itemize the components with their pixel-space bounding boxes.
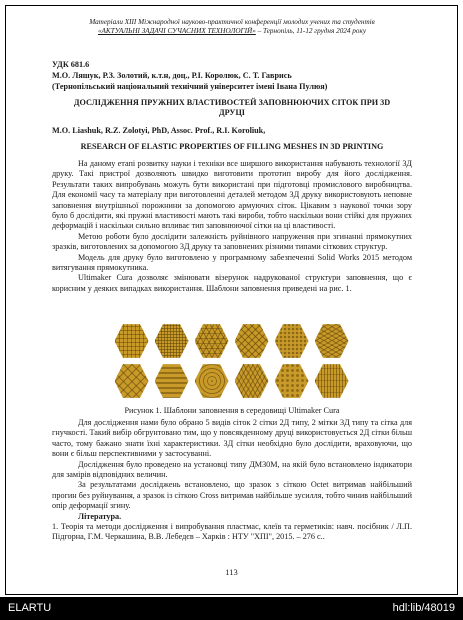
title-ua: ДОСЛІДЖЕННЯ ПРУЖНИХ ВЛАСТИВОСТЕЙ ЗАПОВНЮЮЧИХ СІТОК ПРИ 3D ДРУЦІ <box>73 98 391 118</box>
infill-patterns-row-1 <box>0 323 463 359</box>
paragraph-2: Метою роботи було дослідити залежність руйнівного напруження при згинанні прямокутних зразків, виготовлених за допомогою 3Д друку та заповнених різними типами сіткових структур. <box>52 231 412 252</box>
infill-pattern-image <box>275 363 309 399</box>
infill-pattern-image <box>275 323 309 359</box>
infill-patterns-row-2 <box>0 363 463 399</box>
infill-pattern-image <box>235 323 269 359</box>
figure-caption: Рисунок 1. Шаблони заповнення в середовищі Ultimaker Cura <box>124 406 340 415</box>
paragraph-3: Модель для друку було виготовлено у програмному забезпеченні Solid Works 2015 методом витягування прямокутника. <box>52 252 412 273</box>
infill-pattern-image <box>315 363 349 399</box>
paragraph-1: На даному етапі розвитку науки і техніки все ширшого використання набувають технології 3Д друку. Такі пристрої дозволяють швидко виготовити прототип виробу для його дослідження. Результати таких випробувань можуть бути використані при підготовці промислового виробництва. Для економії часу та матеріалу при виготовленні деталей методом 3Д друку використовують неповне заповнення внутрішньої порожнини за допомогою армуючих сіток. Цікавим з наукової точки зору було б дослідити, які пружні властивості мають такі вироби, тобто наскільки вони стійкі для пружних деформацій і наскільки сильно впливає тип заповнюючої сітки на ці властивості. <box>52 159 412 231</box>
infill-pattern-image <box>195 323 229 359</box>
infill-pattern-image <box>155 363 189 399</box>
university: (Тернопільський національний технічний університет імені Івана Пулюя) <box>52 82 328 91</box>
infill-pattern-image <box>115 323 149 359</box>
page-number: 113 <box>225 567 238 577</box>
conference-title: «АКТУАЛЬНІ ЗАДАЧІ СУЧАСНИХ ТЕХНОЛОГІЙ» <box>97 27 256 35</box>
paragraph-7: За результатами досліджень встановлено, що зразок з сіткою Octet витримав найбільший прогин без руйнування, а зразок із сіткою Cross витримав найбільше зусилля, тобто чинив найбільший опір деформації згину. <box>52 480 412 511</box>
paragraph-6: Дослідження було проведено на установці типу ДМ30М, на якій було встановлено індикатори для замірів відповідних величин. <box>52 459 412 480</box>
udk-code: УДК 681.6 <box>52 60 90 69</box>
authors-en: M.O. Liashuk, R.Z. Zolotyi, PhD, Assoc. Prof., R.I. Koroliuk, <box>52 126 266 135</box>
conference-header-line-2 <box>52 27 412 36</box>
authors-ua: М.О. Ляшук, Р.З. Золотий, к.т.н, доц., Р.І. Королюк, С. Т. Гаврись <box>52 71 292 80</box>
infill-pattern-image <box>155 323 189 359</box>
reference-1: 1. Теорія та методи дослідження і випробування пластмас, клеїв та герметиків: навч. посібник / Л.П. Підгорна, Г.М. Черкашина, В.В. Лебедєв – Харків : НТУ "ХПІ", 2015. – 276 с.. <box>52 522 412 542</box>
handle-id: hdl:lib/48019 <box>392 602 455 614</box>
footer-bar <box>0 597 463 620</box>
title-en: RESEARCH OF ELASTIC PROPERTIES OF FILLING MESHES IN 3D PRINTING <box>80 142 384 151</box>
body-text-top <box>52 159 412 294</box>
conference-place-date: – Тернопіль, 11-12 грудня 2024 року <box>255 27 367 35</box>
conference-header-line-1: Матеріали XIII Міжнародної науково-практичної конференції молодих учених та студентів <box>89 18 375 26</box>
infill-pattern-image <box>235 363 269 399</box>
infill-pattern-image <box>115 363 149 399</box>
infill-pattern-image <box>315 323 349 359</box>
infill-pattern-image <box>195 363 229 399</box>
body-text-bottom <box>52 418 412 543</box>
literature-heading: Література. <box>78 511 122 521</box>
repository-name: ELARTU <box>8 602 52 614</box>
paragraph-4: Ultimaker Cura дозволяє змінювати візерунок надрукованої структури заповнення, що є корисним у деяких випадках використання. Шаблони заповнення приведені на рис. 1. <box>52 273 412 293</box>
paragraph-5: Для дослідження нами було обрано 5 видів сіток 2 сітки 2Д типу, 2 мітки 3Д типу та сітка для гнучкості. Такий вибір обгрунтовано тим, що у повсякденному друці використовується 2Д сітки більш часто, тому бажано знати їхні характеристики. 3Д сітки необхідно було дослідити, враховуючи, що вони є більш перспективними у застосуванні. <box>52 418 412 459</box>
